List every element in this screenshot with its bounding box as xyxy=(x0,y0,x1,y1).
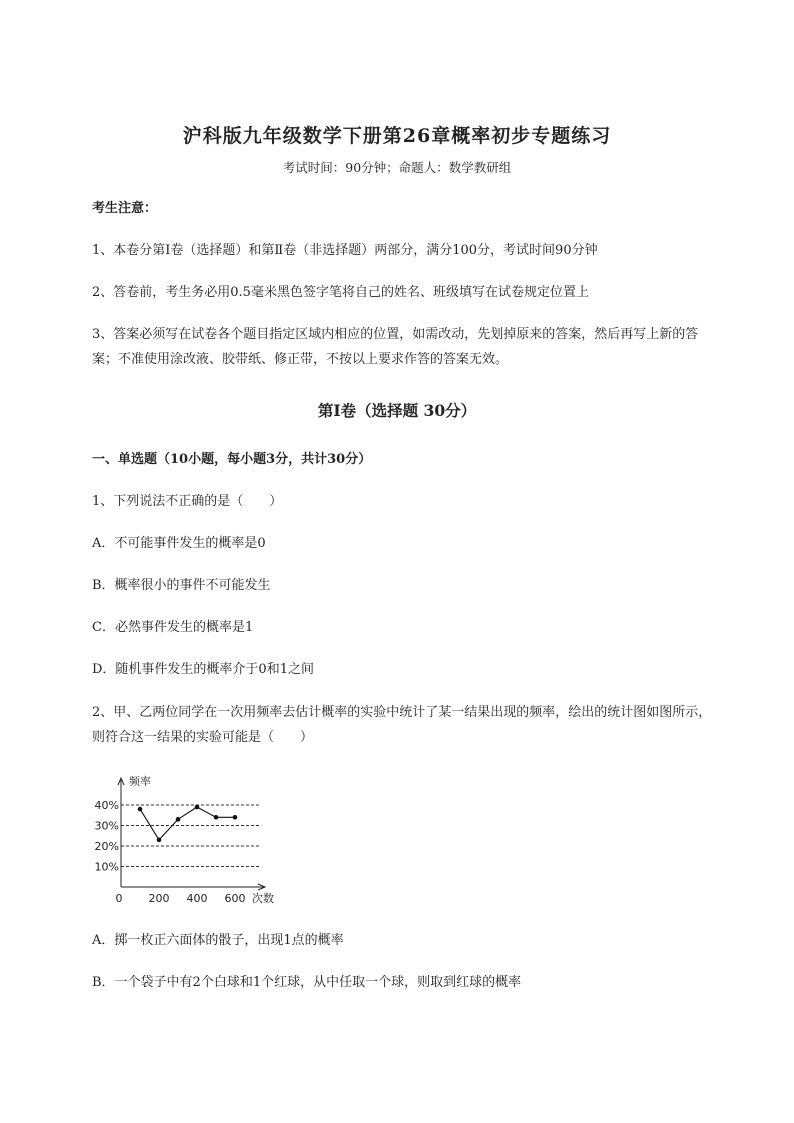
x-tick-label: 600 xyxy=(224,892,246,905)
x-tick-label: 0 xyxy=(115,892,123,905)
question-1-option-d: D．随机事件发生的概率介于0和1之间 xyxy=(92,662,314,677)
chart-grid xyxy=(121,805,260,867)
question-1-stem: 1、下列说法不正确的是（ ） xyxy=(92,494,283,509)
note-item-3: 3、答案必须写在试卷各个题目指定区域内相应的位置，如需改动，先划掉原来的答案，然后再写上新的答案；不准使用涂改液、胶带纸、修正带，不按以上要求作答的答案无效。 xyxy=(92,327,699,367)
data-point xyxy=(176,817,181,822)
x-tick-label: 200 xyxy=(148,892,170,905)
x-tick-label: 400 xyxy=(186,892,208,905)
question-2-stem: 2、甲、乙两位同学在一次用频率去估计概率的实验中统计了某一结果出现的频率，绘出的统计图如图所示，则符合这一结果的实验可能是（ ） xyxy=(92,705,712,745)
y-tick-label: 40% xyxy=(94,799,119,812)
exam-title: 沪科版九年级数学下册第26章概率初步专题练习 xyxy=(182,125,612,147)
data-point xyxy=(214,815,219,820)
notes-heading: 考生注意： xyxy=(92,201,158,216)
chart-axes xyxy=(118,778,265,890)
section-title: 第Ⅰ卷（选择题 30分） xyxy=(317,401,477,420)
part-heading: 一、单选题（10小题，每小题3分，共计30分） xyxy=(92,452,372,467)
question-1-option-b: B．概率很小的事件不可能发生 xyxy=(92,578,271,593)
y-tick-label: 30% xyxy=(94,819,119,833)
series-line xyxy=(140,807,235,840)
question-2-option-a: A．掷一枚正六面体的骰子，出现1点的概率 xyxy=(92,933,344,948)
y-tick-label: 10% xyxy=(94,860,119,874)
x-axis-title: 次数 xyxy=(252,892,274,905)
note-item-2: 2、答卷前，考生务必用0.5毫米黑色签字笔将自己的姓名、班级填写在试卷规定位置上 xyxy=(92,285,589,300)
y-axis-title: 频率 xyxy=(129,775,151,788)
data-point xyxy=(138,807,143,812)
data-point xyxy=(157,838,162,843)
question-1-option-c: C．必然事件发生的概率是1 xyxy=(92,620,254,635)
y-tick-label: 20% xyxy=(94,840,119,853)
question-2-option-b: B．一个袋子中有2个白球和1个红球，从中任取一个球，则取到红球的概率 xyxy=(92,975,522,990)
data-point xyxy=(233,815,238,820)
note-item-1: 1、本卷分第Ⅰ卷（选择题）和第Ⅱ卷（非选择题）两部分，满分100分，考试时间90分钟 xyxy=(92,243,598,258)
exam-subtitle: 考试时间：90分钟；命题人：数学教研组 xyxy=(282,160,512,175)
data-point xyxy=(195,805,200,810)
chart-series xyxy=(138,805,238,842)
frequency-line-chart xyxy=(88,770,288,910)
question-1-option-a: A．不可能事件发生的概率是0 xyxy=(92,536,266,551)
